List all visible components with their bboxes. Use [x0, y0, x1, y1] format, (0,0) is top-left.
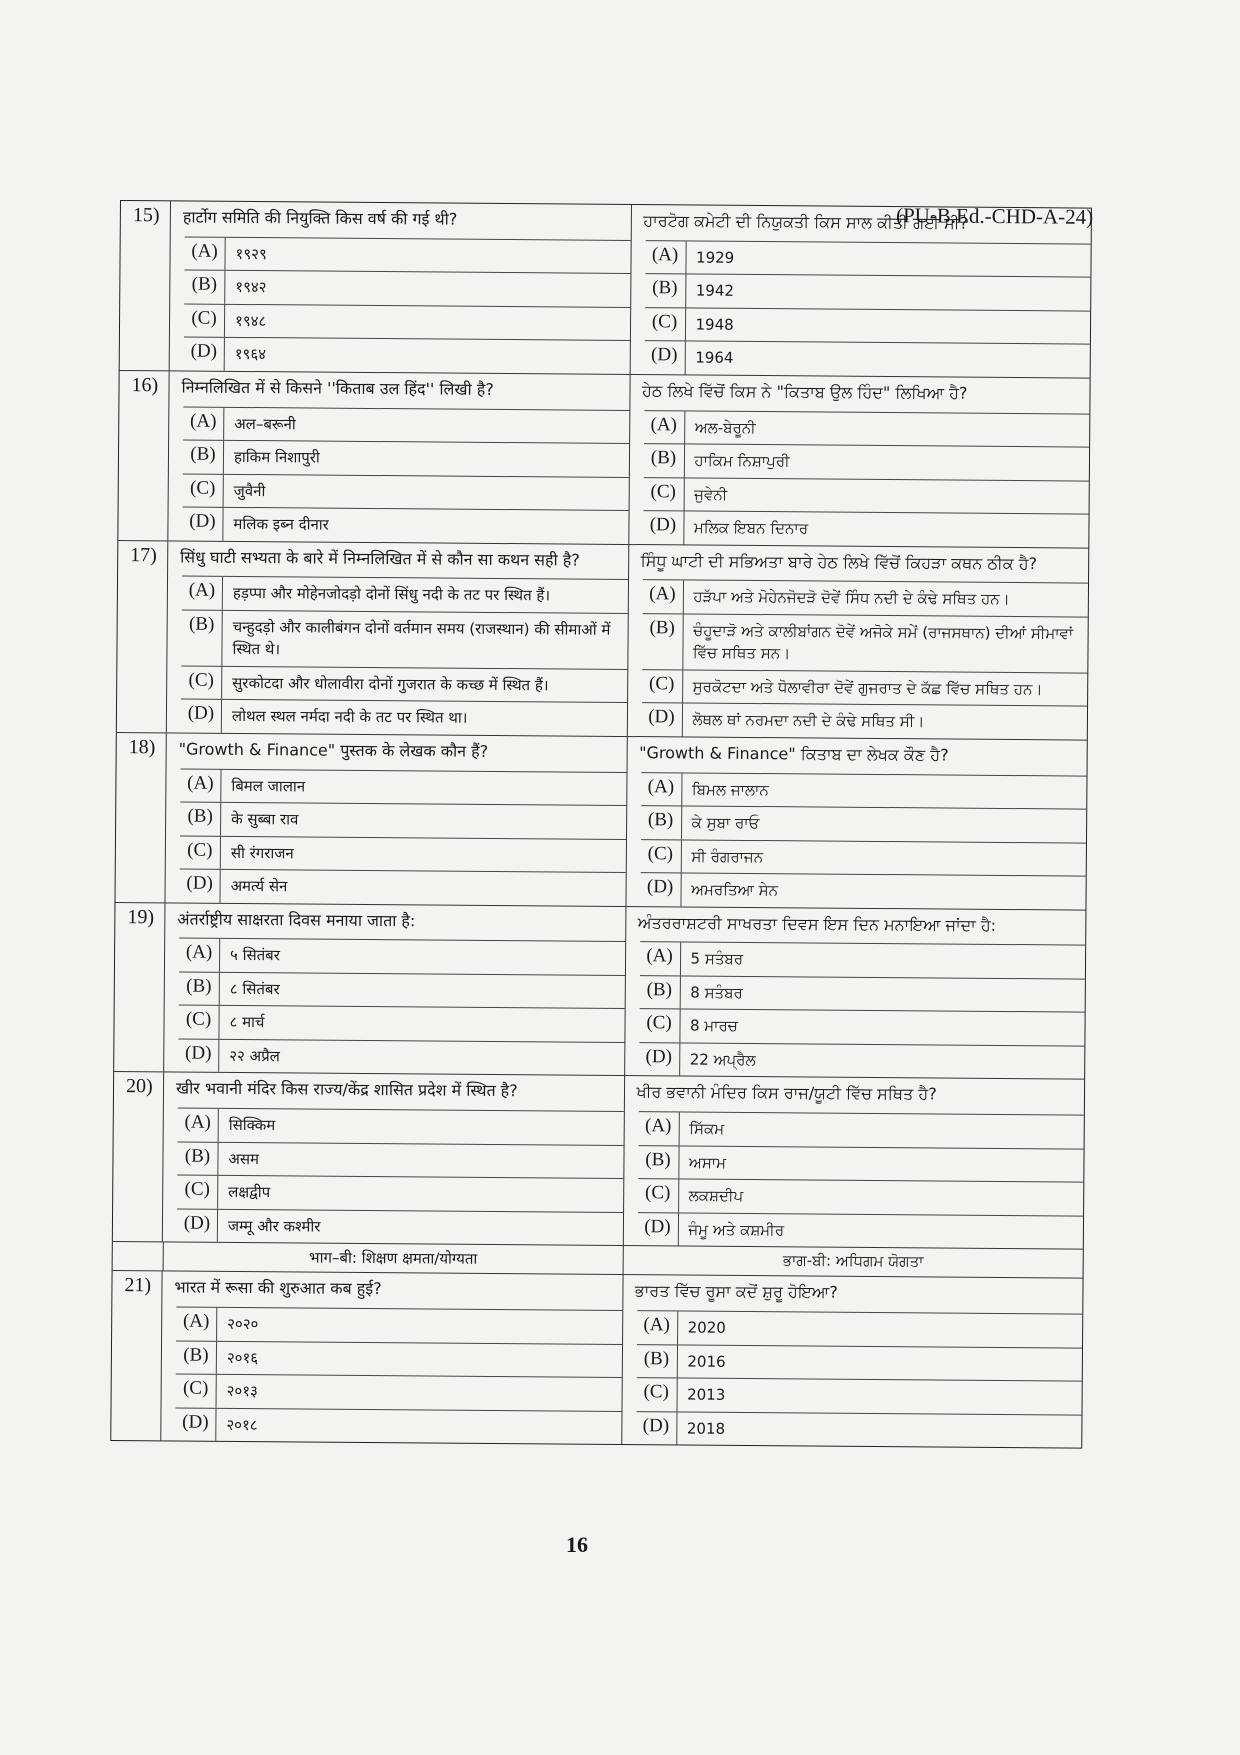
option-label: (C) — [183, 474, 224, 507]
option-label: (B) — [181, 610, 222, 665]
answer-option — [184, 236, 630, 273]
question-row — [115, 732, 1086, 909]
option-text: ਸਿੱਕਮ — [689, 1119, 725, 1139]
option-text: सुरकोटदा और धोलावीरा दोनों गुजरात के कच्छ में स्थित हैं। — [232, 673, 549, 695]
option-label: (B) — [179, 972, 220, 1005]
answer-option — [180, 768, 626, 805]
option-text: १९६४ — [234, 345, 267, 364]
option-label: (B) — [639, 976, 680, 1009]
option-label: (B) — [180, 803, 221, 836]
option-text: 2018 — [686, 1419, 726, 1438]
option-label: (D) — [178, 1039, 219, 1072]
option-label: (A) — [645, 241, 686, 274]
option-text: ਸੀ ਰੰਗਰਾਜਨ — [691, 847, 764, 866]
answer-option — [176, 1374, 622, 1411]
option-label: (A) — [176, 1308, 217, 1341]
answer-option — [183, 473, 629, 510]
hindi-column — [164, 903, 626, 1075]
answer-option — [643, 510, 1089, 547]
question-number: 16) — [118, 371, 169, 540]
hindi-column — [161, 1272, 623, 1444]
answer-option — [638, 1111, 1084, 1148]
option-label: (B) — [640, 806, 681, 839]
option-text: 2020 — [687, 1318, 726, 1337]
answer-option — [182, 576, 628, 613]
question-text-punjabi: ਹਾਰਟੋਗ ਕਮੇਟੀ ਦੀ ਨਿਯੁਕਤੀ ਕਿਸ ਸਾਲ ਕੀਤੀ ਗਈ ਸੀ? — [643, 211, 969, 233]
option-label: (A) — [179, 939, 220, 972]
question-number: 21) — [111, 1271, 162, 1440]
option-label: (A) — [178, 1109, 219, 1142]
option-label: (B) — [176, 1341, 217, 1374]
option-label: (C) — [640, 840, 681, 873]
answer-option — [636, 1411, 1082, 1448]
option-label: (C) — [644, 308, 685, 341]
option-text: चन्हुदड़ो और कालीबंगन दोनों वर्तमान समय (राजस्थान) की सीमाओं में स्थित थे। — [232, 617, 611, 659]
answer-option — [176, 1307, 622, 1344]
option-text: ਜੁਵੇਨੀ — [694, 485, 728, 504]
option-label: (A) — [642, 581, 683, 614]
answer-option — [639, 975, 1085, 1012]
question-number: 15) — [120, 201, 171, 370]
option-text: १९२९ — [235, 244, 267, 263]
option-label: (D) — [182, 508, 223, 541]
option-label: (C) — [180, 836, 221, 869]
answer-option — [181, 699, 627, 736]
page-number: 16 — [566, 1532, 588, 1557]
option-text: 1942 — [695, 281, 735, 301]
option-text: ਲੋਥਲ ਥਾਂ ਨਰਮਦਾ ਨਦੀ ਦੇ ਕੰਢੇ ਸਥਿਤ ਸੀ। — [692, 710, 925, 731]
option-text: असम — [228, 1149, 260, 1168]
answer-option — [178, 1108, 624, 1145]
answer-option — [639, 942, 1085, 979]
option-text: 2016 — [687, 1352, 726, 1371]
question-text-hindi: सिंधु घाटी सभ्यता के बारे में निम्नलिखित में से कौन सा कथन सही है? — [180, 547, 580, 570]
question-row — [111, 1270, 1082, 1447]
answer-option — [183, 440, 629, 477]
answer-option — [637, 1212, 1083, 1249]
hindi-column — [167, 541, 629, 736]
answer-option — [642, 669, 1088, 706]
option-text: हाकिम निशापुरी — [233, 447, 320, 467]
answer-option — [637, 1310, 1083, 1347]
answer-option — [636, 1377, 1082, 1414]
option-text: ਹਾਕਿਮ ਨਿਸ਼ਾਪੁਰੀ — [694, 451, 790, 471]
answer-option — [638, 1145, 1084, 1182]
option-label: (D) — [643, 511, 684, 544]
answer-option — [178, 1005, 624, 1042]
option-label: (C) — [177, 1176, 218, 1209]
option-label: (A) — [637, 1311, 678, 1344]
answer-option — [642, 613, 1088, 672]
option-text: 2013 — [687, 1385, 726, 1404]
hindi-column — [170, 201, 632, 373]
option-text: ਚੰਹੂਦਾੜੋ ਅਤੇ ਕਾਲੀਬਾਂਗਨ ਦੋਵੇਂ ਅਜੋਕੇ ਸਮੇਂ (ਰਾਜਸਥਾਨ) ਦੀਆਂ ਸੀਮਾਵਾਂ ਵਿੱਚ ਸਥਿਤ ਸਨ। — [692, 621, 1074, 663]
answer-option — [177, 1141, 623, 1178]
option-label: (D) — [637, 1213, 678, 1246]
question-number: 17) — [117, 541, 169, 733]
option-text: सिक्किम — [228, 1116, 276, 1135]
option-text: ਅਲ-ਬੇਰੂਨੀ — [694, 418, 756, 437]
option-text: बिमल जालान — [231, 776, 306, 796]
option-text: अमर्त्य सेन — [230, 877, 288, 896]
answer-option — [640, 805, 1086, 842]
answer-option — [177, 1175, 623, 1212]
question-table — [110, 200, 1092, 1449]
answer-option — [182, 507, 628, 544]
option-text: लक्षद्वीप — [228, 1183, 271, 1202]
section-spacer — [113, 1242, 164, 1270]
option-text: 22 ਅਪ੍ਰੈਲ — [689, 1050, 756, 1070]
punjabi-column — [623, 1076, 1084, 1248]
option-label: (C) — [639, 1010, 680, 1043]
option-label: (A) — [638, 1112, 679, 1145]
punjabi-column — [630, 203, 1094, 377]
option-text: के सुब्बा राव — [231, 810, 299, 829]
option-label: (B) — [642, 614, 683, 669]
answer-option — [180, 802, 626, 839]
option-text: अल–बरूनी — [234, 414, 296, 433]
option-label: (B) — [645, 274, 686, 307]
question-text-punjabi: ਖੀਰ ਭਵਾਨੀ ਮੰਦਿਰ ਕਿਸ ਰਾਜ/ਯੂਟੀ ਵਿੱਚ ਸਥਿਤ ਹੈ? — [636, 1082, 937, 1104]
option-label: (D) — [641, 704, 682, 737]
answer-option — [178, 1038, 624, 1075]
answer-option — [640, 839, 1086, 876]
question-number: 18) — [115, 733, 166, 902]
option-label: (C) — [643, 478, 684, 511]
option-text: २०२० — [227, 1314, 259, 1334]
option-label: (B) — [177, 1142, 218, 1175]
question-text-punjabi: "Growth & Finance" ਕਿਤਾਬ ਦਾ ਲੇਖਕ ਕੌਣ ਹੈ? — [639, 742, 949, 765]
option-text: हड़प्पा और मोहेनजोदड़ो दोनों सिंधु नदी के तट पर स्थित हैं। — [232, 584, 551, 605]
option-label: (B) — [184, 271, 225, 304]
section-heading-punjabi: ਭਾਗ-ਬੀ: ਅਧਿਗਮ ਯੋਗਤਾ — [782, 1251, 924, 1271]
option-text: 1964 — [695, 348, 734, 368]
option-label: (D) — [181, 700, 222, 733]
option-label: (A) — [639, 943, 680, 976]
answer-option — [644, 410, 1090, 447]
option-text: 8 ਸਤੰਬਰ — [690, 983, 743, 1002]
option-text: 8 ਮਾਰਚ — [689, 1016, 738, 1036]
option-label: (D) — [184, 338, 225, 371]
answer-option — [641, 703, 1087, 740]
answer-option — [643, 443, 1089, 480]
question-text-punjabi: ਭਾਰਤ ਵਿੱਚ ਰੂਸਾ ਕਦੋਂ ਸ਼ੁਰੂ ਹੋਇਆ? — [634, 1281, 838, 1302]
answer-option — [642, 580, 1088, 617]
answer-option — [179, 869, 625, 906]
option-label: (D) — [639, 1043, 680, 1076]
option-label: (C) — [642, 670, 683, 703]
option-text: ८ सितंबर — [229, 979, 280, 999]
option-text: १९४२ — [235, 278, 267, 297]
hindi-column — [168, 371, 630, 543]
option-label: (C) — [636, 1378, 677, 1411]
option-text: २०१६ — [226, 1348, 259, 1367]
option-label: (A) — [182, 577, 223, 610]
option-text: जम्मू और कश्मीर — [227, 1216, 321, 1236]
question-row — [113, 1071, 1084, 1248]
punjabi-column — [629, 375, 1090, 547]
option-label: (D) — [640, 873, 681, 906]
option-label: (A) — [644, 411, 685, 444]
option-label: (D) — [636, 1412, 677, 1445]
option-label: (D) — [644, 341, 685, 374]
question-text-hindi: खीर भवानी मंदिर किस राज्य/केंद्र शासित प्रदेश में स्थित है? — [175, 1078, 518, 1101]
option-text: लोथल स्थल नर्मदा नदी के तट पर स्थित था। — [231, 707, 468, 728]
option-text: ਹੜੱਪਾ ਅਤੇ ਮੋਹੇਨਜੋਦੜੋ ਦੋਵੇਂ ਸਿੰਧ ਨਦੀ ਦੇ ਕੰਢੇ ਸਥਿਤ ਹਨ। — [693, 587, 1010, 609]
option-label: (C) — [176, 1375, 217, 1408]
answer-option — [643, 477, 1089, 514]
question-text-hindi: हार्टोग समिति की नियुक्ति किस वर्ष की गई थी? — [182, 207, 458, 229]
answer-option — [180, 835, 626, 872]
answer-option — [175, 1407, 621, 1444]
answer-option — [638, 1178, 1084, 1215]
option-text: ५ सितंबर — [230, 946, 280, 965]
answer-option — [645, 240, 1091, 277]
question-row — [120, 201, 1094, 377]
answer-option — [636, 1344, 1082, 1381]
option-text: सी रंगराजन — [230, 843, 294, 863]
answer-option — [639, 1009, 1085, 1046]
question-text-hindi: भारत में रूसा की शुरुआत कब हुई? — [174, 1277, 382, 1299]
option-text: 5 ਸਤੰਬਰ — [690, 949, 744, 969]
question-text-hindi: अंतर्राष्ट्रीय साक्षरता दिवस मनाया जाता है: — [177, 909, 416, 931]
question-number: 20) — [113, 1072, 164, 1241]
option-label: (C) — [184, 304, 225, 337]
answer-option — [176, 1340, 622, 1377]
answer-option — [644, 307, 1090, 344]
question-text-hindi: "Growth & Finance" पुस्तक के लेखक कौन हैं? — [178, 739, 489, 761]
question-row — [114, 902, 1085, 1079]
option-label: (C) — [638, 1179, 679, 1212]
question-number: 19) — [114, 903, 165, 1072]
option-text: ਮਲਿਕ ਇਬਨ ਦਿਨਾਰ — [693, 518, 809, 538]
option-label: (B) — [636, 1345, 677, 1378]
option-text: ਬਿਮਲ ਜਾਲਾਨ — [691, 780, 769, 799]
answer-option — [184, 303, 630, 340]
option-label: (A) — [184, 237, 225, 270]
option-label: (C) — [178, 1006, 219, 1039]
hindi-column — [165, 733, 627, 905]
section-heading-hindi: भाग–बी: शिक्षण क्षमता/योग्यता — [164, 1243, 624, 1275]
question-text-punjabi: ਅੰਤਰਰਾਸ਼ਟਰੀ ਸਾਖਰਤਾ ਦਿਵਸ ਇਸ ਦਿਨ ਮਨਾਇਆ ਜਾਂਦਾ ਹੈ: — [637, 912, 997, 935]
option-text: २२ अप्रैल — [229, 1046, 280, 1066]
option-label: (D) — [179, 870, 220, 903]
option-label: (B) — [183, 441, 224, 474]
answer-option — [639, 1042, 1085, 1079]
option-text: ਜੰਮੂ ਅਤੇ ਕਸ਼ਮੀਰ — [688, 1220, 785, 1240]
question-row — [117, 540, 1088, 740]
option-text: 1948 — [695, 315, 734, 334]
option-label: (A) — [641, 773, 682, 806]
punjabi-column — [622, 1275, 1083, 1447]
answer-option — [179, 938, 625, 975]
punjabi-column — [627, 545, 1088, 740]
option-label: (D) — [177, 1209, 218, 1242]
answer-option — [184, 270, 630, 307]
question-text-hindi: निम्नलिखित में से किसने ''किताब उल हिंद'' लिखी है? — [181, 377, 494, 399]
option-text: जुवैनी — [233, 481, 266, 500]
answer-option — [184, 337, 630, 374]
option-label: (A) — [180, 769, 221, 802]
hindi-column — [163, 1073, 625, 1245]
option-label: (A) — [183, 407, 224, 440]
option-label: (D) — [175, 1408, 216, 1441]
punjabi-column — [625, 907, 1086, 1079]
option-text: ਅਸਾਮ — [688, 1153, 727, 1172]
punjabi-column — [626, 737, 1087, 909]
option-label: (C) — [181, 666, 222, 699]
option-text: ਸੁਰਕੋਟਦਾ ਅਤੇ ਧੋਲਾਵੀਰਾ ਦੋਵੇਂ ਗੁਜਰਾਤ ਦੇ ਕੱਛ ਵਿੱਚ ਸਥਿਤ ਹਨ। — [692, 677, 1043, 699]
option-text: ८ मार्च — [229, 1013, 265, 1032]
option-text: ਕੇ ਸੁਬਾ ਰਾਓ — [691, 813, 760, 833]
option-text: २०१३ — [226, 1381, 258, 1401]
option-text: मलिक इब्न दीनार — [233, 514, 329, 534]
answer-option — [181, 609, 627, 668]
answer-option — [644, 340, 1090, 377]
answer-option — [640, 872, 1086, 909]
answer-option — [177, 1208, 623, 1245]
option-text: 1929 — [695, 248, 735, 267]
question-text-punjabi: ਸਿੰਧੂ ਘਾਟੀ ਦੀ ਸਭਿਅਤਾ ਬਾਰੇ ਹੇਠ ਲਿਖੇ ਵਿੱਚੋਂ ਕਿਹੜਾ ਕਥਨ ਠੀਕ ਹੈ? — [640, 550, 1038, 573]
answer-option — [645, 273, 1091, 310]
answer-option — [183, 406, 629, 443]
option-text: २०१८ — [226, 1415, 258, 1434]
option-label: (B) — [638, 1146, 679, 1179]
answer-option — [179, 971, 625, 1008]
option-text: ਲਕਸ਼ਦੀਪ — [688, 1186, 744, 1206]
question-text-punjabi: ਹੇਠ ਲਿਖੇ ਵਿੱਚੋਂ ਕਿਸ ਨੇ "ਕਿਤਾਬ ਉਲ ਹਿੰਦ" ਲਿਖਿਆ ਹੈ? — [641, 380, 968, 403]
option-label: (B) — [643, 444, 684, 477]
paper-code: (PU-B.Ed.-CHD-A-24) — [895, 203, 1094, 229]
question-row — [118, 370, 1089, 547]
option-text: १९४८ — [234, 311, 267, 330]
answer-option — [181, 665, 627, 702]
option-text: ਅਮਰਤਿਆ ਸੇਨ — [691, 880, 779, 900]
answer-option — [641, 772, 1087, 809]
